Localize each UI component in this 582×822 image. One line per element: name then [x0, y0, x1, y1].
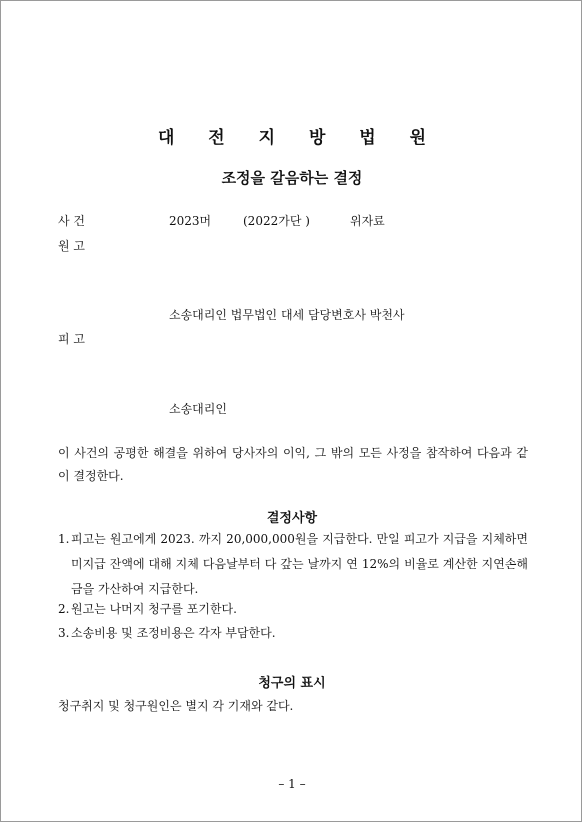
decision-item	[58, 597, 528, 622]
case-number: 2023머	[169, 214, 212, 228]
court-name: 대 전 지 방 법 원	[157, 128, 441, 148]
plaintiff-counsel: 소송대리인 법무법인 대세 담당변호사 박천사	[169, 308, 405, 322]
defendant-counsel: 소송대리인	[169, 402, 227, 416]
decision-heading: 결정사항	[266, 511, 318, 526]
decision-item-text: 피고는 원고에게 2023. 까지 20,000,000원을 지급한다. 만일 피고가 지급을 지체하면 미지급 잔액에 대해 지체 다음날부터 다 갚는 날까지 연 12%의 비율로 계산한 지연손해금을 가산하여 지급한다.	[71, 532, 528, 596]
page-number: – 1 –	[278, 777, 306, 791]
plaintiff-label: 원 고	[58, 239, 85, 253]
defendant-label: 피 고	[58, 332, 85, 346]
claim-heading: 청구의 표시	[258, 676, 326, 691]
intro-paragraph: 이 사건의 공평한 해결을 위하여 당사자의 이익, 그 밖의 모든 사정을 참작하여 다음과 같이 결정한다.	[58, 446, 528, 483]
decision-item	[58, 621, 528, 646]
decision-item-number: 1.	[58, 532, 70, 546]
decision-item-number: 2.	[58, 602, 70, 616]
claim-text: 청구취지 및 청구원인은 별지 각 기재와 같다.	[58, 699, 294, 713]
decision-item	[58, 527, 528, 602]
document-title: 조정을 갈음하는 결정	[221, 169, 363, 187]
case-name: 위자료	[350, 214, 385, 228]
decision-item-text: 원고는 나머지 청구를 포기한다.	[71, 602, 237, 616]
decision-item-text: 소송비용 및 조정비용은 각자 부담한다.	[71, 626, 276, 640]
decision-item-number: 3.	[58, 626, 70, 640]
case-label: 사 건	[58, 214, 85, 228]
case-original-number: (2022가단 )	[243, 214, 310, 228]
